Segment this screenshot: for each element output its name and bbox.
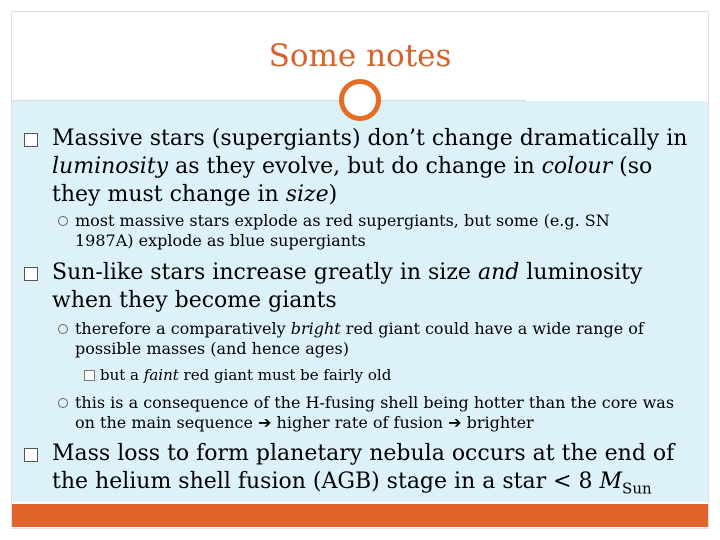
- bullet-emphasis: M: [599, 469, 623, 494]
- bullet-text: as they evolve, but do change in: [168, 154, 542, 179]
- bullet-text: most massive stars explode as red supergiants, but some (e.g. SN 1987A) explode as blue supergiants: [75, 211, 610, 250]
- bullet-mass-loss: [52, 440, 692, 502]
- bullet-text: Sun-like stars increase greatly in size: [52, 260, 478, 285]
- bullet-text: red giant must be fairly old: [178, 366, 392, 384]
- subscript-text: Sun: [622, 479, 652, 498]
- arrow-icon: ➔: [258, 413, 272, 432]
- bullet-text: red giant could have a wide range of possible masses (and hence ages): [75, 319, 644, 358]
- circle-bullet-icon: [58, 398, 68, 408]
- bullet-emphasis: luminosity: [52, 154, 169, 179]
- bullet-text: Massive stars (supergiants) don’t change dramatically in: [52, 126, 688, 151]
- square-bullet-icon: [24, 448, 38, 462]
- bullet-emphasis: bright: [290, 319, 341, 338]
- title-divider-right: [380, 100, 526, 101]
- bullet-emphasis: size: [285, 182, 329, 207]
- title-divider-left: [12, 100, 340, 101]
- bullet-text: < 8: [553, 469, 600, 494]
- sub-bullet-supergiants-explode: [75, 211, 670, 251]
- sub-bullet-h-fusing-shell: [75, 393, 695, 433]
- bullet-emphasis: colour: [541, 154, 613, 179]
- arrow-icon: ➔: [448, 413, 462, 432]
- bullet-text: ): [328, 182, 338, 207]
- sub-bullet-bright-red-giant: [75, 319, 695, 359]
- bullet-text: luminosity when they become giants: [52, 260, 643, 313]
- slide-title: Some notes: [268, 38, 452, 74]
- bullet-massive-stars: [52, 125, 692, 209]
- bullet-text: therefore a comparatively: [75, 319, 291, 338]
- circle-bullet-icon: [58, 216, 68, 226]
- bullet-text: but a: [100, 366, 144, 384]
- bullet-emphasis: and: [477, 260, 520, 285]
- bullet-text: higher rate of fusion: [271, 413, 449, 432]
- bullet-text: (so they must change in: [52, 154, 653, 207]
- square-bullet-icon: [24, 267, 38, 281]
- bullet-sun-like-stars: [52, 259, 692, 315]
- sub-sub-bullet-faint-red-giant: [100, 366, 660, 385]
- bullet-text: this is a consequence of the H-fusing shell being hotter than the core was on the main sequence: [75, 393, 675, 432]
- circle-bullet-icon: [58, 324, 68, 334]
- square-bullet-icon: [84, 370, 95, 381]
- footer-bar: [12, 504, 708, 527]
- bullet-text: Mass loss to form planetary nebula occurs at the end of the helium shell fusion (AGB) stage in a star: [52, 441, 675, 494]
- square-bullet-icon: [24, 133, 38, 147]
- bullet-emphasis: faint: [143, 366, 179, 384]
- bullet-text: brighter: [461, 413, 534, 432]
- ring-ornament-icon: [339, 79, 381, 121]
